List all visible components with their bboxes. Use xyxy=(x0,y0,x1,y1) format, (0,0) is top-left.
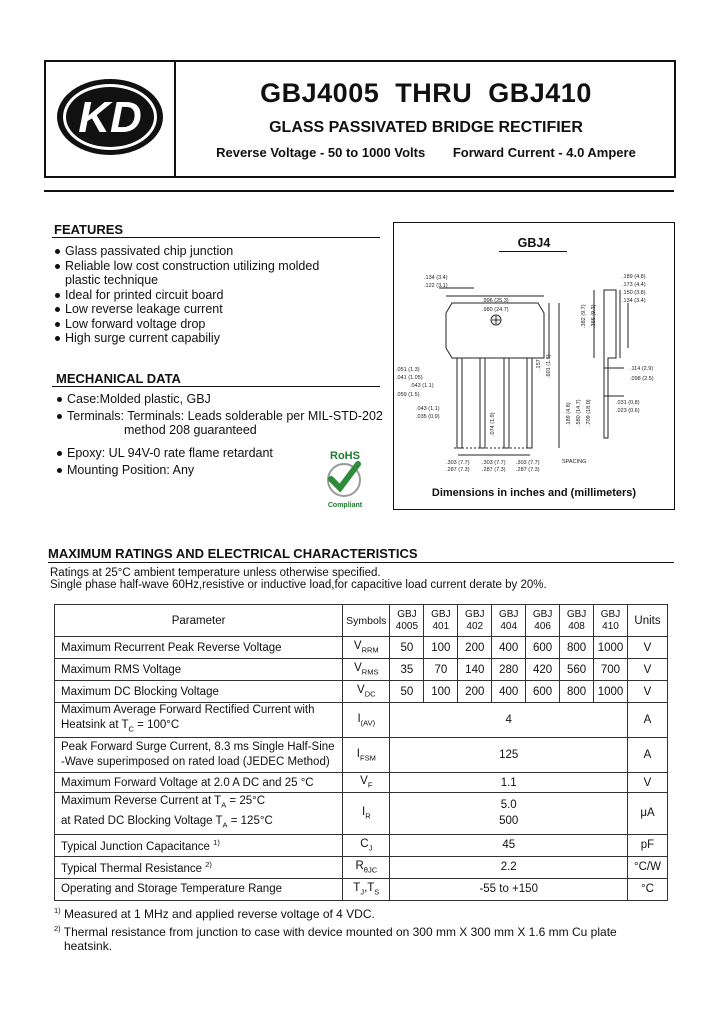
mech-epoxy: Epoxy: UL 94V-0 rate flame retardant xyxy=(56,446,386,461)
list-item: Ideal for printed circuit board xyxy=(54,288,384,303)
svg-text:.023 (0.6): .023 (0.6) xyxy=(616,408,640,414)
row-unit: pF xyxy=(627,834,667,856)
summary-ratings xyxy=(176,145,676,160)
table-row xyxy=(55,878,668,900)
row-value: 50 xyxy=(390,681,424,703)
row-symbol: $R_{\theta JC}$ xyxy=(343,856,390,878)
svg-text:.074 (1.9): .074 (1.9) xyxy=(490,412,496,436)
ratings-note-1: Ratings at 25°C ambient temperature unless otherwise specified. xyxy=(50,567,381,579)
row-symbol: $I_R$ xyxy=(343,793,390,835)
row-param: Maximum DC Blocking Voltage xyxy=(55,681,343,703)
mechanical-title: MECHANICAL DATA xyxy=(56,371,181,386)
features-rule xyxy=(52,237,380,238)
svg-text:.189 (4.8): .189 (4.8) xyxy=(622,274,646,280)
ratings-rule xyxy=(48,562,674,563)
title-part2: GBJ410 xyxy=(488,78,592,108)
row-symbol: $I_{FSM}$ xyxy=(343,738,390,773)
row-value: 100 xyxy=(424,681,458,703)
col-parameter: Parameter xyxy=(55,605,343,637)
row-value: 700 xyxy=(594,659,628,681)
svg-text:.303 (7.7): .303 (7.7) xyxy=(482,460,506,466)
row-param: Maximum Recurrent Peak Reverse Voltage xyxy=(55,637,343,659)
row-value: 600 xyxy=(526,681,560,703)
row-value: 1000 xyxy=(594,681,628,703)
forward-current: Forward Current - 4.0 Ampere xyxy=(452,145,636,160)
row-symbol: $V_F$ xyxy=(343,773,390,793)
svg-text:SPACING: SPACING xyxy=(562,459,587,465)
svg-text:.189 (4.8): .189 (4.8) xyxy=(566,402,572,426)
svg-text:.059 (1.5): .059 (1.5) xyxy=(396,392,420,398)
row-unit: A xyxy=(627,703,667,738)
row-unit: °C/W xyxy=(627,856,667,878)
list-item: Low reverse leakage current xyxy=(54,302,384,317)
svg-text:.287 (7.3): .287 (7.3) xyxy=(446,467,470,473)
logo-letters: KD xyxy=(78,93,142,142)
row-unit: °C xyxy=(627,878,667,900)
footnote-2-cont: heatsink. xyxy=(64,939,113,953)
footnote-2: $^{2)}$ Thermal resistance from junction to case with device mounted on 300 mm X 300 mm X 1.6 mm Cu plate xyxy=(54,923,617,939)
table-header-row xyxy=(55,605,668,637)
row-unit: μA xyxy=(627,793,667,835)
title-thru: THRU xyxy=(395,78,473,108)
col-model: GBJ 402 xyxy=(458,605,492,637)
features-list xyxy=(54,244,384,346)
diagram-caption: Dimensions in inches and (millimeters) xyxy=(431,487,637,499)
row-value: 200 xyxy=(458,637,492,659)
row-value: 100 xyxy=(424,637,458,659)
ratings-title: MAXIMUM RATINGS AND ELECTRICAL CHARACTERISTICS xyxy=(48,546,418,561)
row-param: Typical Thermal Resistance $^{2)}$ xyxy=(55,856,343,878)
col-model: GBJ 410 xyxy=(594,605,628,637)
row-value: 600 xyxy=(526,637,560,659)
svg-text:.043 (1.1): .043 (1.1) xyxy=(410,383,434,389)
row-param: Maximum Forward Voltage at 2.0 A DC and 25 °C xyxy=(55,773,343,793)
svg-text:.114 (2.9): .114 (2.9) xyxy=(630,366,654,372)
rohs-check-icon xyxy=(322,448,368,510)
table-row xyxy=(55,659,668,681)
row-value: 50 xyxy=(390,637,424,659)
svg-text:.366 (9.3): .366 (9.3) xyxy=(591,304,597,328)
footnote-1: $^{1)}$ Measured at 1 MHz and applied reverse voltage of 4 VDC. xyxy=(54,906,375,921)
table-row xyxy=(55,738,668,773)
row-value: 280 xyxy=(492,659,526,681)
svg-text:.134 (3.4): .134 (3.4) xyxy=(622,298,646,304)
col-symbols: Symbols xyxy=(343,605,390,637)
row-value: 400 xyxy=(492,681,526,703)
kd-logo-icon xyxy=(55,76,165,158)
col-model: GBJ 406 xyxy=(526,605,560,637)
row-value: 800 xyxy=(560,681,594,703)
table-row xyxy=(55,834,668,856)
package-name: GBJ4 xyxy=(517,236,551,250)
row-param: Maximum Reverse Current at $T_A = 25^\circ C$ at Rated DC Blocking Voltage $T_A = 125^\circ C$ xyxy=(55,793,343,835)
ratings-table xyxy=(54,604,668,901)
row-symbol: $V_{RRM}$ xyxy=(343,637,390,659)
row-param: Maximum RMS Voltage xyxy=(55,659,343,681)
reverse-voltage: Reverse Voltage - 50 to 1000 Volts xyxy=(216,145,426,160)
table-row xyxy=(55,793,668,835)
row-symbol: $V_{DC}$ xyxy=(343,681,390,703)
svg-text:.173 (4.4): .173 (4.4) xyxy=(622,282,646,288)
row-value: 800 xyxy=(560,637,594,659)
col-model: GBJ 401 xyxy=(424,605,458,637)
list-item: plastic technique xyxy=(65,273,159,287)
row-value: 420 xyxy=(526,659,560,681)
svg-text:.709 (18.0): .709 (18.0) xyxy=(586,399,592,426)
table-row xyxy=(55,637,668,659)
svg-text:.287 (7.3): .287 (7.3) xyxy=(482,467,506,473)
row-value: 125 xyxy=(390,738,628,773)
svg-text:.157: .157 xyxy=(536,359,542,370)
footnotes xyxy=(54,904,674,954)
mech-terminals: Terminals: Terminals: Leads solderable per MIL-STD-202 xyxy=(56,409,386,424)
mech-case: Case:Molded plastic, GBJ xyxy=(56,392,386,407)
svg-text:.382 (9.7): .382 (9.7) xyxy=(581,304,587,328)
mech-mounting: Mounting Position: Any xyxy=(56,463,386,478)
list-item: High surge current capabiliy xyxy=(54,331,384,346)
list-item: Low forward voltage drop xyxy=(54,317,384,332)
svg-text:.580 (14.7): .580 (14.7) xyxy=(576,399,582,426)
svg-text:.122 (3.1): .122 (3.1) xyxy=(424,283,448,289)
svg-text:.287 (7.3): .287 (7.3) xyxy=(516,467,540,473)
row-symbol: $I_{(AV)}$ xyxy=(343,703,390,738)
col-model: GBJ 408 xyxy=(560,605,594,637)
table-row xyxy=(55,703,668,738)
row-value: 4 xyxy=(390,703,628,738)
rohs-compliant: Compliant xyxy=(327,502,363,509)
row-param: Operating and Storage Temperature Range xyxy=(55,878,343,900)
svg-text:.601 (1.8): .601 (1.8) xyxy=(546,354,552,378)
svg-text:.035 (0.9): .035 (0.9) xyxy=(416,414,440,420)
page-subtitle: GLASS PASSIVATED BRIDGE RECTIFIER xyxy=(269,119,583,136)
col-units: Units xyxy=(627,605,667,637)
row-value: 400 xyxy=(492,637,526,659)
col-model: GBJ 404 xyxy=(492,605,526,637)
table-row xyxy=(55,856,668,878)
row-value: 45 xyxy=(390,834,628,856)
row-value: 5.0 500 xyxy=(390,793,628,835)
row-symbol: $T_J,T_S$ xyxy=(343,878,390,900)
svg-text:.980 (24.7): .980 (24.7) xyxy=(482,307,509,313)
row-param: Maximum Average Forward Rectified Current with Heatsink at $T_C = 100^\circ C$ xyxy=(55,703,343,738)
row-value: 1.1 xyxy=(390,773,628,793)
row-param: Typical Junction Capacitance $^{1)}$ xyxy=(55,834,343,856)
mech-terminals-cont: method 208 guaranteed xyxy=(124,423,257,437)
mechanical-rule xyxy=(52,386,380,387)
list-item: Reliable low cost construction utilizing molded xyxy=(54,259,384,274)
row-symbol: $C_J$ xyxy=(343,834,390,856)
svg-text:.031 (0.8): .031 (0.8) xyxy=(616,400,640,406)
row-unit: A xyxy=(627,738,667,773)
ratings-note-2: Single phase half-wave 60Hz,resistive or inductive load,for capacitive load current derate by 20%. xyxy=(50,579,547,591)
row-value: 2.2 xyxy=(390,856,628,878)
row-value: 560 xyxy=(560,659,594,681)
row-unit: V xyxy=(627,681,667,703)
row-value: 35 xyxy=(390,659,424,681)
svg-text:.996 (25.3): .996 (25.3) xyxy=(482,298,509,304)
company-logo xyxy=(55,76,165,158)
row-unit: V xyxy=(627,659,667,681)
svg-text:.051 (1.3): .051 (1.3) xyxy=(396,367,420,373)
svg-text:.303 (7.7): .303 (7.7) xyxy=(446,460,470,466)
svg-text:.134 (3.4): .134 (3.4) xyxy=(424,275,448,281)
header-rule xyxy=(44,190,674,192)
row-value: 1000 xyxy=(594,637,628,659)
package-name-rule xyxy=(499,251,567,252)
svg-text:.303 (7.7): .303 (7.7) xyxy=(516,460,540,466)
svg-text:.098 (2.5): .098 (2.5) xyxy=(630,376,654,382)
title-part1: GBJ4005 xyxy=(260,78,380,108)
rohs-badge xyxy=(322,448,368,510)
row-symbol: $V_{RMS}$ xyxy=(343,659,390,681)
col-model: GBJ 4005 xyxy=(390,605,424,637)
row-unit: V xyxy=(627,773,667,793)
features-title: FEATURES xyxy=(54,222,124,237)
row-param: Peak Forward Surge Current, 8.3 ms Single Half-Sine -Wave superimposed on rated load (JEDEC Method) xyxy=(55,738,343,773)
row-value: -55 to +150 xyxy=(390,878,628,900)
svg-text:.043 (1.1): .043 (1.1) xyxy=(416,406,440,412)
svg-text:.041 (1.05): .041 (1.05) xyxy=(396,375,423,381)
rohs-label: RoHS xyxy=(330,450,360,462)
package-outline-diagram xyxy=(394,258,674,483)
row-value: 140 xyxy=(458,659,492,681)
table-row xyxy=(55,681,668,703)
svg-text:.150 (3.8): .150 (3.8) xyxy=(622,290,646,296)
list-item: Glass passivated chip junction xyxy=(54,244,384,259)
page-title xyxy=(176,78,676,109)
row-value: 70 xyxy=(424,659,458,681)
table-row xyxy=(55,773,668,793)
row-value: 200 xyxy=(458,681,492,703)
row-unit: V xyxy=(627,637,667,659)
